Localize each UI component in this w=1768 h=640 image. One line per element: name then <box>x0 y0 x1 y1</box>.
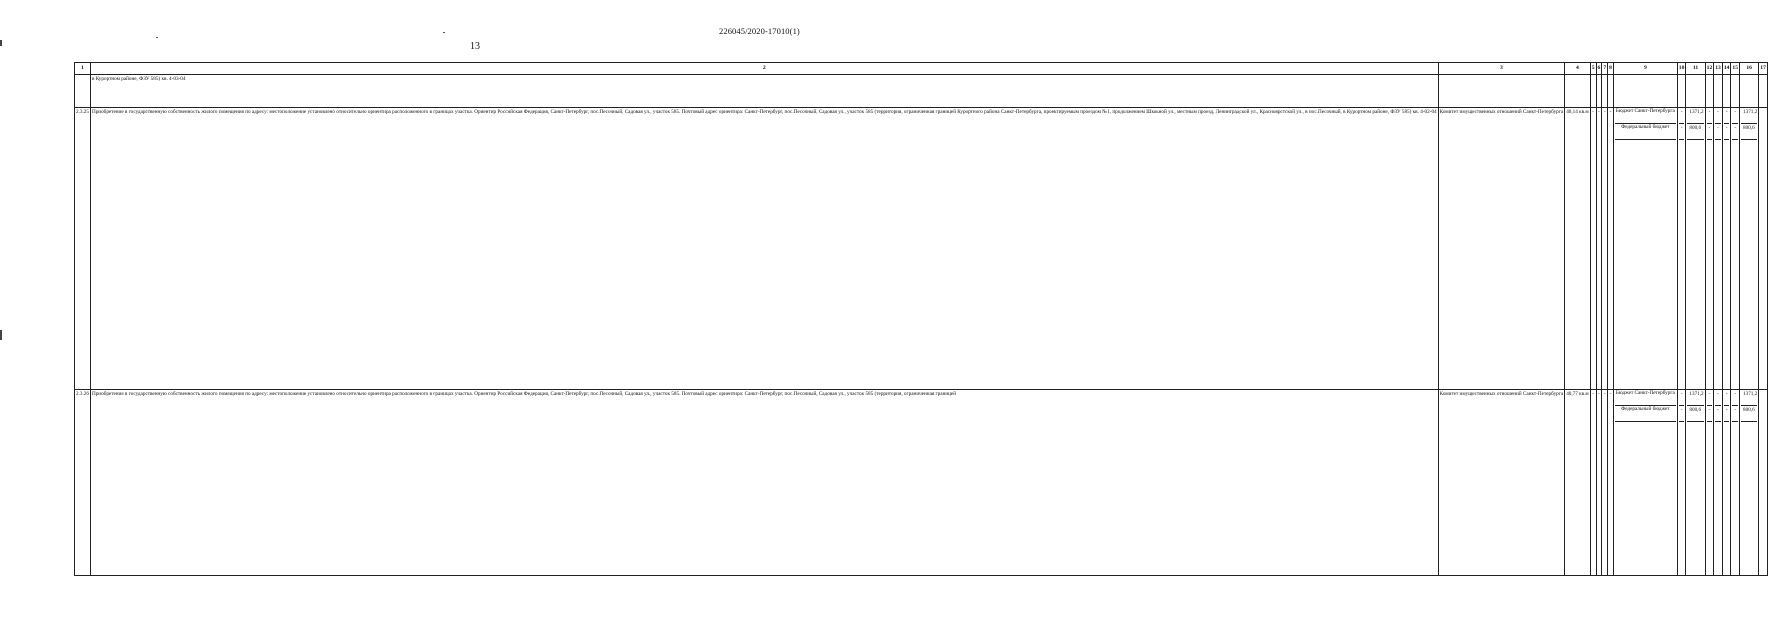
record-col8: - <box>1608 108 1614 390</box>
col16-cell <box>1740 108 1759 390</box>
value-cell: - <box>1732 390 1738 406</box>
record-customer: Комитет имущественных отношений Санкт-Петербурга <box>1438 390 1565 576</box>
column-header: 13 <box>1714 63 1723 75</box>
scan-speck <box>443 32 445 33</box>
col16-cell <box>1740 390 1759 576</box>
column-header: 3 <box>1438 63 1565 75</box>
value-cell: - <box>1724 390 1730 406</box>
column-header: 15 <box>1731 63 1740 75</box>
empty-cell <box>1613 75 1677 108</box>
empty-cell <box>1438 75 1565 108</box>
value-cell: - <box>1724 108 1730 124</box>
value-cell: - <box>1679 390 1685 406</box>
col12-cell <box>1705 390 1714 576</box>
column-header: 1 <box>75 63 91 75</box>
funding-source: Федеральный бюджет <box>1615 124 1676 140</box>
table-row <box>75 108 1768 390</box>
record-col7: - <box>1602 108 1608 390</box>
col10-cell <box>1677 390 1686 576</box>
value-cell: 1371,2 <box>1687 108 1703 124</box>
col13-cell <box>1714 390 1723 576</box>
record-col8: - <box>1608 390 1614 576</box>
column-header: 8 <box>1608 63 1614 75</box>
document-id: 226045/2020-17010(1) <box>719 26 800 36</box>
record-col5: - <box>1590 390 1596 576</box>
value-cell: 800,6 <box>1741 406 1757 422</box>
column-header: 9 <box>1613 63 1677 75</box>
record-name: Приобретение в государственную собственность жилого помещения по адресу: местоположение установлено относительно ориентира расположенного в границах участка. Ориентир Российская Федерация, Санкт-Петербург, пос.Песочный, Садовая ул., участок 585. Почтовый адрес ориентира: Санкт-Петербург, пос.Песочный, Садовая ул., участок 585 (территория, ограниченная границей <box>90 390 1438 576</box>
column-header: 5 <box>1590 63 1596 75</box>
empty-cell <box>1759 75 1768 108</box>
value-cell: - <box>1715 124 1721 140</box>
column-header: 11 <box>1686 63 1705 75</box>
empty-cell <box>1565 75 1591 108</box>
empty-cell <box>1705 75 1714 108</box>
column-header: 14 <box>1722 63 1731 75</box>
funding-source-cell <box>1613 108 1677 390</box>
empty-cell <box>1677 75 1686 108</box>
column-header: 16 <box>1740 63 1759 75</box>
record-col7: - <box>1602 390 1608 576</box>
value-cell: - <box>1715 406 1721 422</box>
col15-cell <box>1731 108 1740 390</box>
value-cell: - <box>1732 124 1738 140</box>
value-cell: - <box>1715 108 1721 124</box>
table-row <box>75 390 1768 576</box>
empty-cell <box>75 75 91 108</box>
empty-cell <box>1714 75 1723 108</box>
col15-cell <box>1731 390 1740 576</box>
record-name: Приобретение в государственную собственность жилого помещения по адресу: местоположение установлено относительно ориентира расположенного в границах участка. Ориентир Российская Федерация, Санкт-Петербург, пос.Песочный, Садовая ул., участок 585. Почтовый адрес ориентира: Санкт-Петербург, пос.Песочный, Садовая ул., участок 585 (территория, ограниченная границей Курортного района Санкт-Петербурга, проектируемым проездом №1, продолжением Шкоьной ул., местным проезд, Ленинградской ул., Красноярстской ул., в пос.Песочный, в Курортном районе, ФЗУ 585) кв. 4-02-04 <box>90 108 1438 390</box>
value-cell: - <box>1724 406 1730 422</box>
empty-cell <box>1740 75 1759 108</box>
record-number: 2.3.26 <box>75 390 91 576</box>
column-header: 6 <box>1596 63 1602 75</box>
value-cell: 1371,2 <box>1741 108 1757 124</box>
value-cell: - <box>1707 108 1713 124</box>
value-cell: - <box>1707 390 1713 406</box>
empty-cell <box>1686 75 1705 108</box>
value-cell: - <box>1715 390 1721 406</box>
column-header: 2 <box>90 63 1438 75</box>
col11-cell <box>1686 108 1705 390</box>
record-area: 40,14 кв.м <box>1565 108 1591 390</box>
value-cell: - <box>1732 108 1738 124</box>
empty-cell <box>1759 108 1768 390</box>
continuation-text: в Курортном районе, ФЗУ 585) кв. 4-03-04 <box>90 75 1438 108</box>
value-cell: - <box>1679 108 1685 124</box>
value-cell: - <box>1732 406 1738 422</box>
value-cell: - <box>1724 124 1730 140</box>
budget-table <box>74 62 1768 576</box>
funding-source: Федеральный бюджет <box>1615 406 1676 422</box>
value-cell: 800,6 <box>1741 124 1757 140</box>
record-col6: - <box>1596 390 1602 576</box>
value-cell: 800,6 <box>1687 124 1703 140</box>
funding-source-cell <box>1613 390 1677 576</box>
page-number: 13 <box>470 41 480 52</box>
column-number-row <box>75 63 1768 75</box>
column-header: 7 <box>1602 63 1608 75</box>
record-customer: Комитет имущественных отношений Санкт-Петербурга <box>1438 108 1565 390</box>
value-cell: - <box>1707 406 1713 422</box>
funding-source: Бюджет Санкт-Петербурга <box>1615 390 1676 406</box>
empty-cell <box>1731 75 1740 108</box>
col11-cell <box>1686 390 1705 576</box>
value-cell: 1371,2 <box>1741 390 1757 406</box>
scan-speck <box>156 37 158 38</box>
empty-cell <box>1759 390 1768 576</box>
record-number: 2.3.25 <box>75 108 91 390</box>
value-cell: 800,6 <box>1687 406 1703 422</box>
record-col5: - <box>1590 108 1596 390</box>
record-col6: - <box>1596 108 1602 390</box>
column-header: 4 <box>1565 63 1591 75</box>
col14-cell <box>1722 390 1731 576</box>
value-cell: - <box>1679 124 1685 140</box>
col10-cell <box>1677 108 1686 390</box>
funding-source: Бюджет Санкт-Петербурга <box>1615 108 1676 124</box>
col12-cell <box>1705 108 1714 390</box>
record-area: 40,77 кв.м <box>1565 390 1591 576</box>
scan-edge-mark <box>0 40 2 46</box>
column-header: 12 <box>1705 63 1714 75</box>
col13-cell <box>1714 108 1723 390</box>
column-header: 10 <box>1677 63 1686 75</box>
scan-edge-mark <box>0 330 2 340</box>
value-cell: - <box>1707 124 1713 140</box>
continuation-row <box>75 75 1768 108</box>
empty-cell <box>1722 75 1731 108</box>
col14-cell <box>1722 108 1731 390</box>
column-header: 17 <box>1759 63 1768 75</box>
value-cell: - <box>1679 406 1685 422</box>
value-cell: 1371,2 <box>1687 390 1703 406</box>
